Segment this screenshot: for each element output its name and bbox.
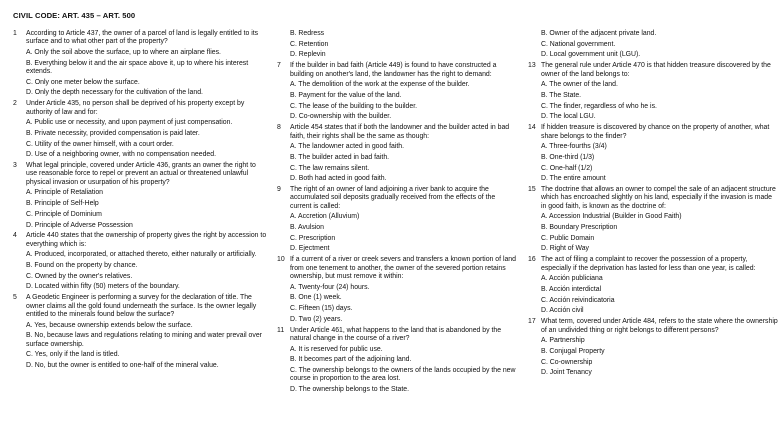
answer-option: D. Two (2) years.	[290, 315, 343, 323]
answer-option: C. Retention	[290, 40, 329, 48]
question-number: 4	[13, 232, 17, 240]
answer-option: C. Prescription	[290, 234, 336, 242]
answer-option: C. Fifteen (15) days.	[290, 305, 353, 313]
answer-option: B. Found on the property by chance.	[26, 262, 138, 270]
question	[528, 124, 778, 141]
answer-option: C. Owned by the owner's relatives.	[26, 272, 133, 280]
question	[528, 62, 778, 79]
answer-option: A. Produced, incorporated, or attached thereto, either naturally or artificially.	[26, 251, 257, 259]
answer-option: D. Local government unit (LGU).	[541, 51, 641, 59]
column-left	[13, 30, 268, 370]
question-text: According to Article 437, the owner of a parcel of land is legally entitled to its surface and to what other part of the property?	[26, 30, 259, 46]
question	[277, 327, 517, 344]
answer-option: B. Payment for the value of the land.	[290, 91, 402, 99]
answer-option: C. The lease of the building to the builder.	[290, 102, 418, 110]
question-item	[13, 294, 268, 370]
answer-option: D. The ownership belongs to the State.	[290, 385, 410, 393]
answer-option: B. Principle of Self-Help	[26, 200, 99, 208]
question	[277, 186, 517, 211]
answer-option: D. The local LGU.	[541, 113, 596, 121]
question-item	[277, 256, 517, 324]
answer-option: B. Owner of the adjacent private land.	[541, 30, 657, 37]
question-text: The right of an owner of land adjoining a river bank to acquire the accumulated soil deposits gradually received from the effects of the current is called:	[290, 186, 496, 210]
question-text: If hidden treasure is discovered by chance on the property of another, what share belongs to the finder?	[541, 124, 770, 140]
question-text: The general rule under Article 470 is that hidden treasure discovered by the owner of the land belongs to:	[541, 62, 771, 78]
question	[277, 124, 517, 141]
answer-option: A. Partnership	[541, 337, 585, 345]
answer-option: B. Boundary Prescription	[541, 224, 618, 232]
question-item	[528, 318, 778, 377]
answer-option: C. Only one meter below the surface.	[26, 78, 140, 86]
question-item	[277, 186, 517, 254]
answer-option: D. Use of a neighboring owner, with no compensation needed.	[26, 151, 216, 159]
question-item	[13, 232, 268, 291]
answer-option: A. Twenty-four (24) hours.	[290, 283, 370, 291]
answer-option: C. National government.	[541, 40, 616, 48]
question-number: 2	[13, 100, 17, 108]
column-right	[528, 30, 778, 378]
question-number: 15	[528, 186, 536, 194]
question-item	[528, 256, 778, 315]
question-item	[13, 162, 268, 230]
question-text: The doctrine that allows an owner to compel the sale of an adjacent structure which has encroached slightly on his land, especially if the invasion is made in good faith, is known as the doctrine of:	[541, 186, 776, 210]
question	[277, 62, 517, 79]
answer-option: C. The law remains silent.	[290, 164, 370, 172]
answer-option: C. Public Domain	[541, 234, 595, 242]
answer-option: C. The ownership belongs to the owners of the lands occupied by the new course in proportion to the area lost.	[290, 366, 516, 383]
page-title: CIVIL CODE: ART. 435 – ART. 500	[13, 11, 136, 20]
question-number: 16	[528, 256, 536, 264]
question	[13, 162, 268, 187]
answer-option: A. Acción publiciana	[541, 275, 603, 283]
question-item	[277, 327, 517, 395]
answer-option: D. Acción civil	[541, 307, 584, 315]
question-number: 8	[277, 124, 281, 132]
answer-option: B. No, because laws and regulations relating to mining and water prevail over surface ownership.	[26, 332, 262, 348]
answer-option: D. Co-ownership with the builder.	[290, 113, 392, 121]
answer-option: A. Accretion (Alluvium)	[290, 213, 360, 221]
question-text: Under Article 461, what happens to the land that is abandoned by the natural change in the course of a river?	[290, 326, 502, 342]
answer-option: C. Utility of the owner himself, with a court order.	[26, 140, 174, 148]
answer-option: D. Replevin	[290, 51, 326, 59]
question-number: 3	[13, 162, 17, 170]
answer-option: C. One-half (1/2)	[541, 164, 593, 172]
answer-option: B. One-third (1/3)	[541, 153, 595, 161]
answer-option: D. The entire amount	[541, 175, 606, 183]
question-number: 13	[528, 62, 536, 70]
answer-option: B. Acción interdictal	[541, 286, 602, 294]
answer-option: D. Located within fifty (50) meters of the boundary.	[26, 283, 180, 291]
question-text: Article 454 states that if both the landowner and the builder acted in bad faith, their rights shall be the same as though:	[290, 124, 510, 140]
question-item	[528, 30, 778, 60]
question-text: Article 440 states that the ownership of property gives the right by accession to everything which is:	[26, 232, 267, 248]
question	[13, 232, 268, 249]
answer-option: D. Right of Way	[541, 245, 589, 253]
question-item	[528, 186, 778, 254]
question	[13, 100, 268, 117]
question	[13, 294, 268, 319]
answer-option: B. It becomes part of the adjoining land.	[290, 356, 412, 364]
answer-option: D. Both had acted in good faith.	[290, 175, 387, 183]
answer-option: B. One (1) week.	[290, 294, 342, 302]
question-text: The act of filing a complaint to recover the possession of a property, especially if the deprivation has lasted for less than one year, is called:	[541, 256, 756, 272]
answer-option: B. Avulsion	[290, 224, 324, 232]
question-item	[13, 30, 268, 98]
question-number: 10	[277, 256, 285, 264]
question	[528, 256, 778, 273]
question-number: 17	[528, 318, 536, 326]
answer-option: A. Three-fourths (3/4)	[541, 143, 607, 151]
answer-option: C. The finder, regardless of who he is.	[541, 102, 657, 110]
answer-option: B. Everything below it and the air space above it, up to where his interest extends.	[26, 59, 249, 75]
question	[528, 186, 778, 211]
question-text: What legal principle, covered under Article 436, grants an owner the right to use reasonable force to repel or prevent an actual or threatened unlawful physical invasion or usurpation of his property?	[26, 162, 256, 186]
answer-option: C. Yes, only if the land is titled.	[26, 351, 120, 359]
question-item	[13, 100, 268, 159]
answer-option: D. Only the depth necessary for the cultivation of the land.	[26, 89, 203, 97]
answer-option: A. Principle of Retaliation	[26, 189, 103, 197]
question	[528, 318, 778, 335]
column-middle	[277, 30, 517, 394]
question-item	[528, 62, 778, 121]
answer-option: C. Acción reivindicatoria	[541, 296, 615, 304]
answer-option: D. No, but the owner is entitled to one-half of the mineral value.	[26, 361, 219, 369]
question-text: Under Article 435, no person shall be deprived of his property except by authority of law and for:	[26, 100, 245, 116]
answer-option: B. Private necessity, provided compensation is paid later.	[26, 129, 200, 137]
answer-option: D. Ejectment	[290, 245, 330, 253]
question-number: 9	[277, 186, 281, 194]
question-item	[277, 62, 517, 121]
answer-option: A. It is reserved for public use.	[290, 345, 383, 353]
question-text: If a current of a river or creek severs and transfers a known portion of land from one tenement to another, the owner of the severed portion retains ownership, but must remove it within:	[290, 256, 516, 280]
question-text: If the builder in bad faith (Article 449) is found to have constructed a building on another's land, the landowner has the right to demand:	[290, 62, 497, 78]
answer-option: C. Co-ownership	[541, 358, 593, 366]
question-text: What term, covered under Article 484, refers to the state where the ownership of an undivided thing or right belongs to different persons?	[541, 318, 778, 334]
question-item	[277, 30, 517, 60]
answer-option: C. Principle of Dominium	[26, 210, 102, 218]
answer-option: A. Yes, because ownership extends below the surface.	[26, 321, 193, 329]
answer-option: B. The State.	[541, 91, 582, 99]
question	[277, 256, 517, 281]
answer-option: B. Conjugal Property	[541, 347, 605, 355]
question-number: 1	[13, 30, 17, 37]
question-item	[277, 124, 517, 183]
answer-option: D. Joint Tenancy	[541, 369, 592, 377]
answer-option: A. Only the soil above the surface, up to where an airplane flies.	[26, 48, 221, 56]
answer-option: A. The landowner acted in good faith.	[290, 143, 405, 151]
question	[13, 30, 268, 47]
answer-option: B. Redress	[290, 30, 325, 37]
answer-option: A. Public use or necessity, and upon payment of just compensation.	[26, 119, 233, 127]
answer-option: A. The demolition of the work at the expense of the builder.	[290, 81, 470, 89]
question-number: 11	[277, 326, 285, 334]
answer-option: D. Principle of Adverse Possession	[26, 221, 133, 229]
question-item	[528, 124, 778, 183]
question-number: 5	[13, 294, 17, 302]
question-number: 7	[277, 62, 281, 70]
question-text: A Geodetic Engineer is performing a survey for the declaration of title. The owner claims all the gold found underneath the surface. Is the owner legally entitled to the minerals found below the surface?	[26, 294, 257, 318]
answer-option: A. Accession Industrial (Builder in Good Faith)	[541, 213, 682, 221]
answer-option: A. The owner of the land.	[541, 81, 618, 89]
question-number: 14	[528, 124, 536, 132]
answer-option: B. The builder acted in bad faith.	[290, 153, 390, 161]
